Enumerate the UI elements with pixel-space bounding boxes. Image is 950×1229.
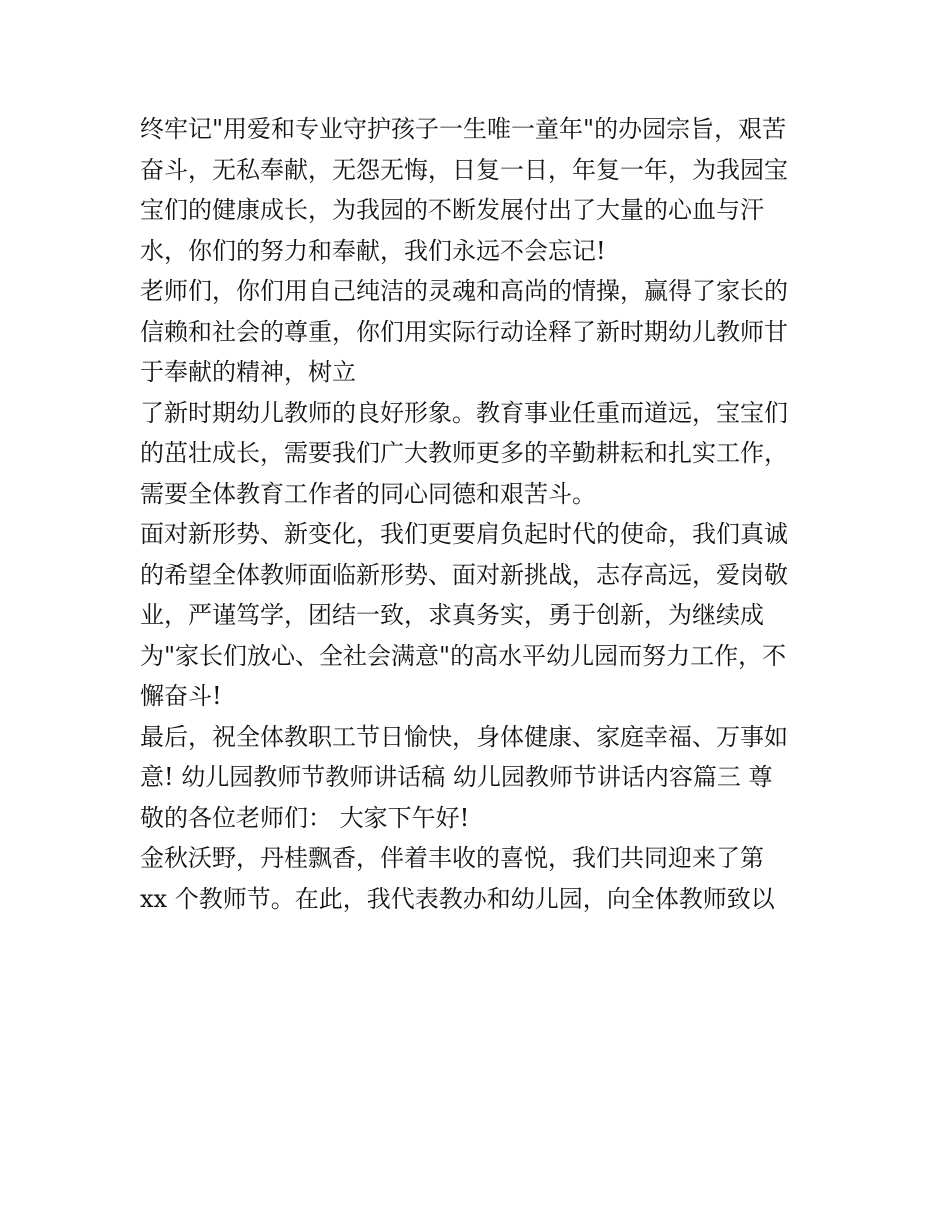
text-line: xx 个教师节。在此，我代表教办和幼儿园，向全体教师致以 [140,884,775,913]
text-line: 水，你们的努力和奉献，我们永远不会忘记! [140,236,606,265]
text-line: 奋斗，无私奉献，无怨无悔，日复一日，年复一年，为我园宝 [140,155,788,184]
text-line: 老师们，你们用自己纯洁的灵魂和高尚的情操，赢得了家长的 [140,277,788,305]
text-line: 业，严谨笃学，团结一致，求真务实，勇于创新，为继续成 [140,601,764,629]
document-body [140,109,820,919]
text-line: 金秋沃野，丹桂飘香，伴着丰收的喜悦，我们共同迎来了第 [140,844,764,872]
text-line: 宝们的健康成长，为我园的不断发展付出了大量的心血与汗 [140,196,764,224]
text-line: 了新时期幼儿教师的良好形象。教育事业任重而道远，宝宝们 [140,398,788,427]
text-line: 敬的各位老师们： 大家下午好! [140,803,470,832]
text-line: 的茁壮成长，需要我们广大教师更多的辛勤耕耘和扎实工作， [140,439,788,467]
text-line: 需要全体教育工作者的同心同德和艰苦斗。 [140,479,596,508]
text-line: 信赖和社会的尊重，你们用实际行动诠释了新时期幼儿教师甘 [140,317,788,346]
text-line: 面对新形势、新变化，我们更要肩负起时代的使命，我们真诚 [140,520,788,548]
text-line: 懈奋斗! [140,682,222,710]
text-line: 意! 幼儿园教师节教师讲话稿 幼儿园教师节讲话内容篇三 尊 [140,763,773,791]
text-line: 为"家长们放心、全社会满意"的高水平幼儿园而努力工作，不 [140,641,787,670]
text-line: 最后，祝全体教职工节日愉快，身体健康、家庭幸福、万事如 [140,722,788,751]
text-line: 于奉献的精神，树立 [140,358,356,386]
text-line: 的希望全体教师面临新形势、面对新挑战，志存高远，爱岗敬 [140,560,788,589]
text-line: 终牢记"用爱和专业守护孩子一生唯一童年"的办园宗旨，艰苦 [140,115,787,143]
